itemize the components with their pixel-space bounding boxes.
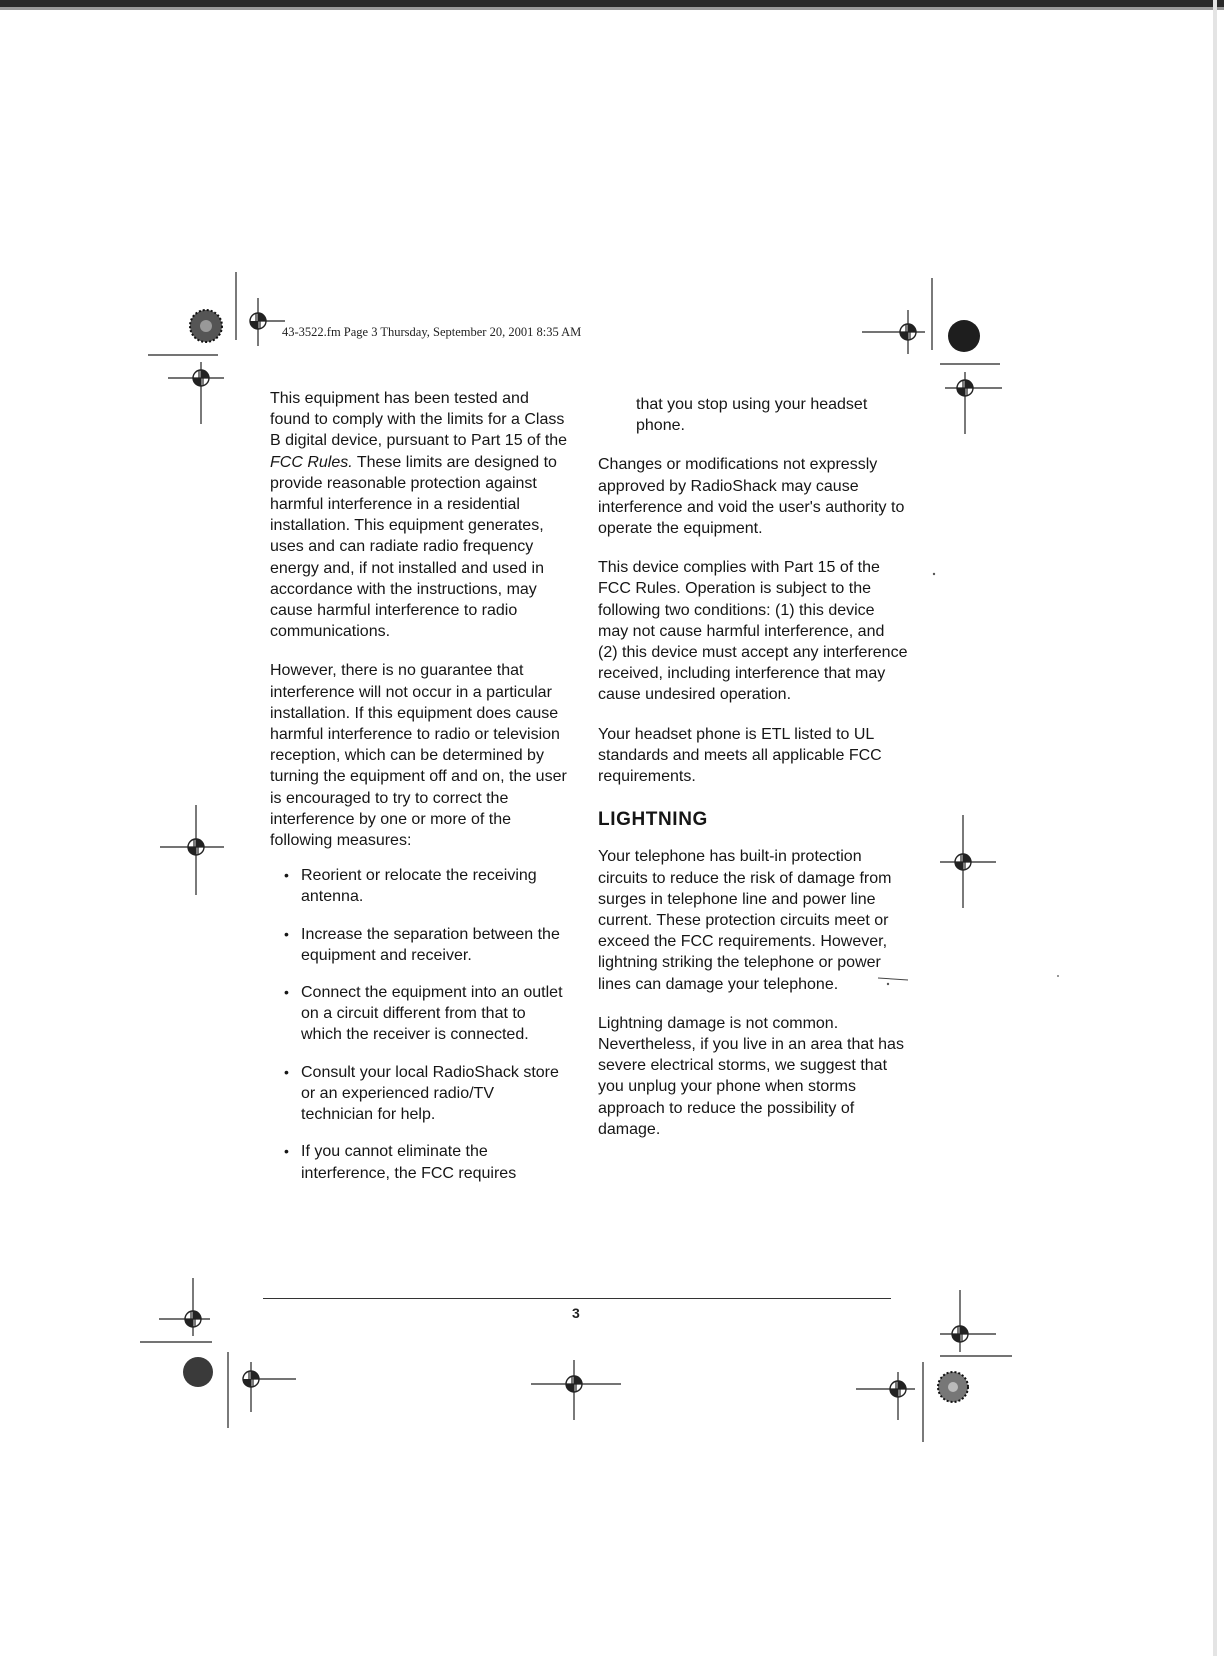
color-target-bottom-right xyxy=(938,1372,968,1402)
registration-mark xyxy=(250,298,285,346)
section-heading-lightning: LIGHTNING xyxy=(598,809,708,831)
etl-paragraph: Your headset phone is ETL listed to UL standards and meets all applicable FCC requirements. xyxy=(598,725,882,786)
interference-paragraph: However, there is no guarantee that interference will not occur in a particular installation. If this equipment does cause harmful interference to radio or television reception, which can be determined by turning the equipment off and on, the user is encouraged to try to correct the interference by one or more of the following measures: xyxy=(270,662,567,850)
list-item: • Reorient or relocate the receiving antenna. xyxy=(301,865,570,907)
registration-mark xyxy=(940,1290,996,1352)
fcc-class-b-paragraph: This equipment has been tested and found to comply with the limits for a Class B digital device, pursuant to Part 15 of the FCC Rules. These limits are designed to provide reasonable protection against harmful interference in a residential installation. This equipment generates, uses and can radiate radio frequency energy and, if not installed and used in accordance with the instructions, may cause harmful interference to radio communications. xyxy=(270,390,568,641)
left-column xyxy=(270,388,570,1200)
list-item: • If you cannot eliminate the interference, the FCC requires xyxy=(301,1141,570,1183)
page-number: 3 xyxy=(572,1305,580,1321)
part15-paragraph: This device complies with Part 15 of the FCC Rules. Operation is subject to the following two conditions: (1) this device may not cause harmful interference, and (2) this device must accept any interference received, including interference that may cause undesired operation. xyxy=(598,559,908,704)
list-continuation: that you stop using your headset phone. xyxy=(636,396,868,435)
right-column xyxy=(598,394,908,1140)
registration-mark xyxy=(945,372,1002,434)
registration-mark xyxy=(159,1278,210,1336)
lightning-protection-paragraph: Your telephone has built-in protection circuits to reduce the risk of damage from surges in telephone line and power line current. These protection circuits meet or exceed the FCC requirements. However, lightning striking the telephone or power lines can damage your telephone. xyxy=(598,848,892,993)
list-item: • Connect the equipment into an outlet on a circuit different from that to which the receiver is connected. xyxy=(301,982,570,1046)
modifications-paragraph: Changes or modifications not expressly approved by RadioShack may cause interference and void the user's authority to operate the equipment. xyxy=(598,456,905,538)
registration-mark xyxy=(940,815,996,908)
color-target-bottom-left xyxy=(183,1357,213,1387)
footer-rule xyxy=(263,1298,891,1299)
registration-mark xyxy=(531,1360,621,1420)
list-item: • Increase the separation between the equipment and receiver. xyxy=(301,924,570,966)
measures-list xyxy=(270,865,570,1183)
print-slug-header: 43-3522.fm Page 3 Thursday, September 20, 2001 8:35 AM xyxy=(282,325,582,339)
registration-mark xyxy=(168,362,224,424)
fcc-rules-title: FCC Rules. xyxy=(270,453,353,471)
registration-mark xyxy=(856,1372,915,1420)
registration-mark xyxy=(862,310,925,354)
registration-mark xyxy=(243,1362,296,1412)
registration-mark xyxy=(160,805,224,895)
color-target-top-left xyxy=(190,310,222,342)
lightning-damage-paragraph: Lightning damage is not common. Nevertheless, if you live in an area that has severe electrical storms, we suggest that you unplug your phone when storms approach to reduce the possibility of damage. xyxy=(598,1014,904,1138)
list-item: • Consult your local RadioShack store or an experienced radio/TV technician for help. xyxy=(301,1062,570,1126)
color-target-top-right xyxy=(948,320,980,352)
